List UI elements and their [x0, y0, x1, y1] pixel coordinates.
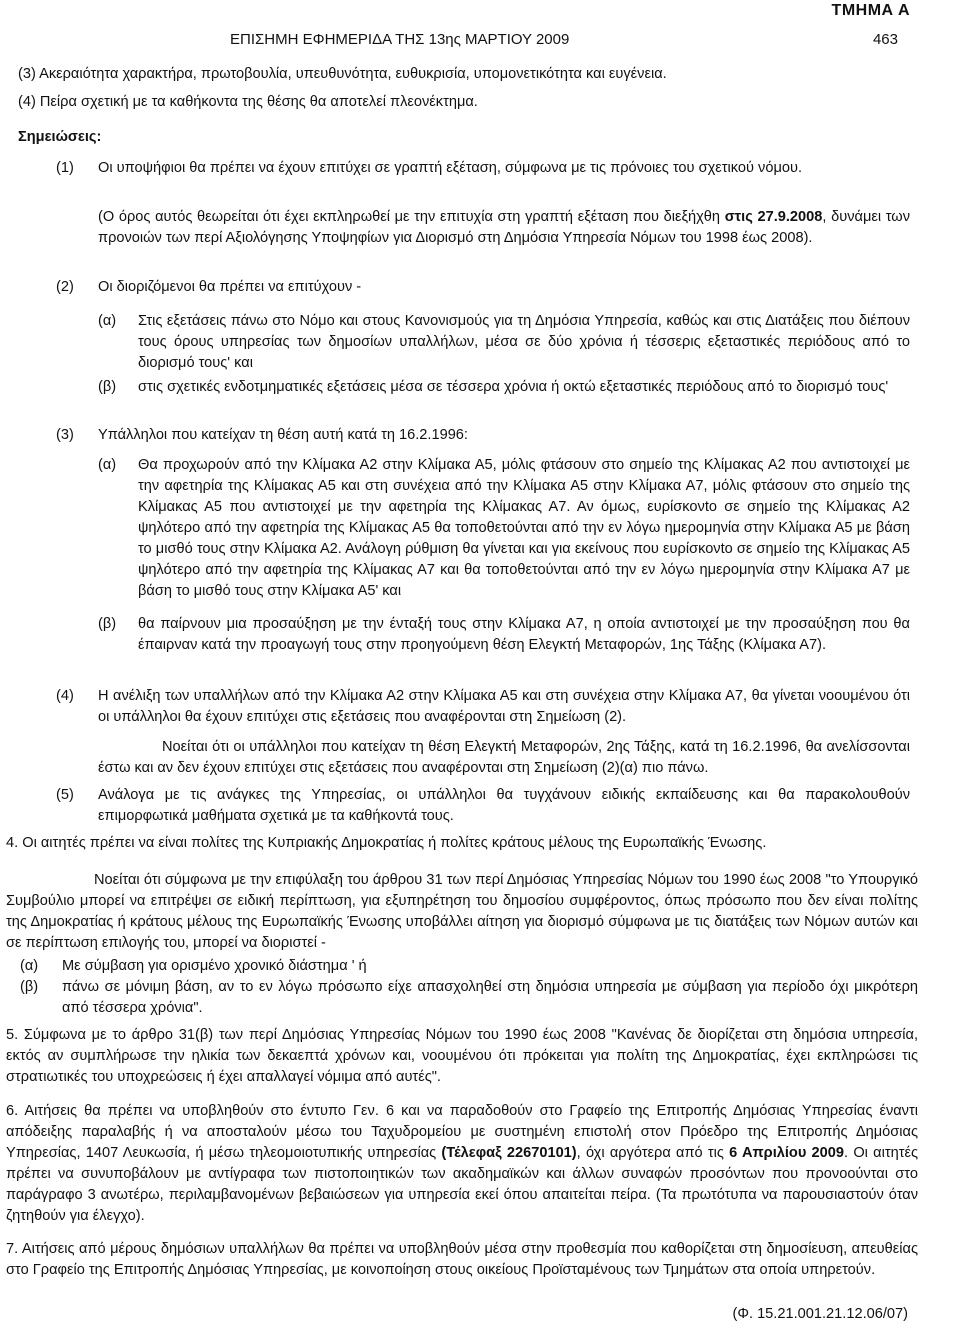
note-1-number: (1)	[56, 160, 74, 176]
note-3-number: (3)	[56, 427, 74, 443]
qualification-3: (3) Ακεραιότητα χαρακτήρα, πρωτοβουλία, υπευθυνότητα, ευθυκρισία, υπομονετικότητα και ευγένεια.	[18, 66, 667, 82]
notes-heading: Σημειώσεις:	[18, 129, 102, 145]
note-4-text: Η ανέλιξη των υπαλλήλων από την Κλίμακα Α2 στην Κλίμακα Α5 και στη συνέχεια στην Κλίμακα Α7, θα γίνεται νοουμένου ότι οι υπάλληλοι θα έχουν επιτύχει στις εξετάσεις που αναφέρονται στη Σημείωση (2).	[98, 688, 910, 725]
note-4-number: (4)	[56, 688, 74, 704]
gazette-title: ΕΠΙΣΗΜΗ ΕΦΗΜΕΡΙΔΑ ΤΗΣ 13ης ΜΑΡΤΙΟΥ 2009	[230, 31, 570, 48]
item-4b-text: πάνω σε μόνιμη βάση, αν το εν λόγω πρόσωπο είχε απασχοληθεί στη δημόσια υπηρεσία με σύμβαση για περίοδο όχι μικρότερη από τέσσερα χρόνια".	[62, 979, 918, 1016]
note-2-text: Οι διοριζόμενοι θα πρέπει να επιτύχουν -	[98, 279, 362, 295]
item-5-text: 5. Σύμφωνα με το άρθρο 31(β) των περί Δημόσιας Υπηρεσίας Νόμων του 1990 έως 2008 "Κανένας δε διορίζεται στη δημόσια υπηρεσία, εκτός αν συμπλήρωσε την ηλικία των δεκαεπτά χρόνων και, νοουμένου ότι πρόκειται για πολίτη της Δημοκρατίας, έχει εκπληρώσει τις στρατιωτικές του υποχρεώσεις ή έχει απαλλαγεί νόμιμα από αυτές".	[6, 1027, 918, 1085]
note-4-proviso: Νοείται ότι οι υπάλληλοι που κατείχαν τη θέση Ελεγκτή Μεταφορών, 2ης Τάξης, κατά τη 16.2.1996, θα ανελίσσονται έστω και αν δεν έχουν επιτύχει στις εξετάσεις που αναφέρονται στη Σημείωση (2)(α) πιο πάνω.	[98, 739, 910, 776]
note-3b-text: θα παίρνουν μια προσαύξηση με την ένταξή τους στην Κλίμακα Α7, η οποία αντιστοιχεί με την προσαύξηση που θα έπαιρναν κατά την προαγωγή τους στην προηγούμενη θέση Ελεγκτή Μεταφορών, 1ης Τάξης (Κλίμακα Α7).	[138, 616, 910, 653]
qualification-4: (4) Πείρα σχετική με τα καθήκοντα της θέσης θα αποτελεί πλεονέκτημα.	[18, 94, 478, 110]
note-5-text: Ανάλογα με τις ανάγκες της Υπηρεσίας, οι υπάλληλοι θα τυγχάνουν ειδικής εκπαίδευσης και θα παρακολουθούν επιμορφωτικά μαθήματα σχετικά με τα καθήκοντά τους.	[98, 787, 910, 824]
note-3a-number: (α)	[98, 457, 117, 473]
note-5-number: (5)	[56, 787, 74, 803]
page-number: 463	[872, 31, 898, 48]
note-2b-text: στις σχετικές ενδοτμηματικές εξετάσεις μέσα σε τέσσερα χρόνια ή οκτώ εξεταστικές περιόδους από το διορισμό τους'	[138, 379, 889, 395]
note-2-number: (2)	[56, 279, 74, 295]
note-2b-number: (β)	[98, 379, 117, 395]
item-4a-number: (α)	[20, 958, 39, 974]
file-reference: (Φ. 15.21.001.21.12.06/07)	[732, 1306, 908, 1322]
note-3b-number: (β)	[98, 616, 117, 632]
item-7-text: 7. Αιτήσεις από μέρους δημόσιων υπαλλήλων θα πρέπει να υποβληθούν μέσα στην προθεσμία που καθορίζεται στη δημοσίευση, απευθείας στο Γραφείο της Επιτροπής Δημόσιας Υπηρεσίας, με κοινοποίηση στους οικείους Προϊσταμένους των Τμημάτων στα οποία υπηρετούν.	[6, 1241, 918, 1278]
item-4-text: 4. Οι αιτητές πρέπει να είναι πολίτες της Κυπριακής Δημοκρατίας ή πολίτες κράτους μέλους της Ευρωπαϊκής Ένωσης.	[6, 835, 767, 851]
note-3a-text: Θα προχωρούν από την Κλίμακα Α2 στην Κλίμακα Α5, μόλις φτάσουν στο σημείο της Κλίμακας Α2 που αντιστοιχεί με την αφετηρία της Κλίμακας Α5 και στη συνέχεια από την Κλίμακα Α5 στην Κλίμακα Α7, μόλις φτάσουν στο σημείο της Κλίμακας Α5 που αντιστοιχεί με την αφετηρία της Κλίμακας Α7. Αν όμως, ευρίσκονto σε σημείο της Κλίμακας Α2 ψηλότερο από την αφετηρία της Κλίμακας Α5 θα τοποθετούνται από την εν λόγω ημερομηνία στην Κλίμακα Α5 με βάση το μισθό τους στην Κλίμακα Α2. Ανάλογη ρύθμιση θα γίνεται και για εκείνους που ευρίσκονto σε σημείο της Κλίμακας Α5 ψηλότερο από την αφετηρία της Κλίμακας Α7 και θα τοποθετούνται από την εν λόγω ημερομηνία στην Κλίμακα Α7 με βάση το μισθό τους στην Κλίμακα Α5' και	[138, 457, 910, 599]
note-2a-text: Στις εξετάσεις πάνω στο Νόμο και στους Κανονισμούς για τη Δημόσια Υπηρεσία, καθώς και στις Διατάξεις που διέπουν τους όρους υπηρεσίας των δημοσίων υπαλλήλων, μέσα σε δύο χρόνια ή τέσσερις εξεταστικές περιόδους από το διορισμό τους' και	[138, 313, 910, 371]
item-6-text: 6. Αιτήσεις θα πρέπει να υποβληθούν στο έντυπο Γεν. 6 και να παραδοθούν στο Γραφείο της Επιτροπής Δημόσιας Υπηρεσίας έναντι απόδειξης παραλαβής ή να αποσταλούν μέσω του Ταχυδρομείου με συστημένη επιστολή στον Πρόεδρο της Επιτροπής Δημόσιας Υπηρεσίας, 1407 Λευκωσία, ή μέσω τηλεομοιοτυπικής υπηρεσίας (Τέλεφαξ 22670101), όχι αργότερα από τις 6 Απριλίου 2009. Οι αιτητές πρέπει να συνυποβάλουν με αντίγραφα των πιστοποιητικών των ακαδημαϊκών και άλλων συναφών προσόντων που προνοούνται στο παράγραφο 3 ανωτέρω, περιλαμβανομένων βεβαιώσεων για υπηρεσία εκεί όπου απαιτείται πείρα. (Τα πρωτότυπα να παρουσιαστούν όταν ζητηθούν για έλεγχο).	[6, 1103, 919, 1224]
section-label: ΤΜΗΜΑ Α	[831, 2, 910, 19]
note-1-parenthetical: (Ο όρος αυτός θεωρείται ότι έχει εκπληρωθεί με την επιτυχία στη γραπτή εξέταση που διεξήχθη στις 27.9.2008, δυνάμει των προνοιών των περί Αξιολόγησης Υποψηφίων για Διορισμό στη Δημόσια Υπηρεσία Νόμων του 1998 έως 2008).	[98, 209, 910, 246]
item-4b-number: (β)	[20, 979, 39, 995]
note-3-text: Υπάλληλοι που κατείχαν τη θέση αυτή κατά τη 16.2.1996:	[98, 427, 468, 443]
item-4-proviso: Νοείται ότι σύμφωνα με την επιφύλαξη του άρθρου 31 των περί Δημόσιας Υπηρεσίας Νόμων του 1990 έως 2008 "το Υπουργικό Συμβούλιο μπορεί να επιτρέψει σε ειδική περίπτωση, για εξυπηρέτηση του δημοσίου συμφέροντος, όπως πρόσωπο που δεν είναι πολίτης της Δημοκρατίας ή κράτους μέλους της Ευρωπαϊκής Ένωσης υποβάλλει αίτηση για διορισμό σύμφωνα με τις διατάξεις των Νόμων αυτών και σε περίπτωση επιλογής του, μπορεί να διοριστεί -	[6, 872, 918, 951]
note-2a-number: (α)	[98, 313, 117, 329]
item-4a-text: Με σύμβαση για ορισμένο χρονικό διάστημα ' ή	[62, 958, 367, 974]
note-1-text: Οι υποψήφιοι θα πρέπει να έχουν επιτύχει σε γραπτή εξέταση, σύμφωνα με τις πρόνοιες του σχετικού νόμου.	[98, 160, 802, 176]
